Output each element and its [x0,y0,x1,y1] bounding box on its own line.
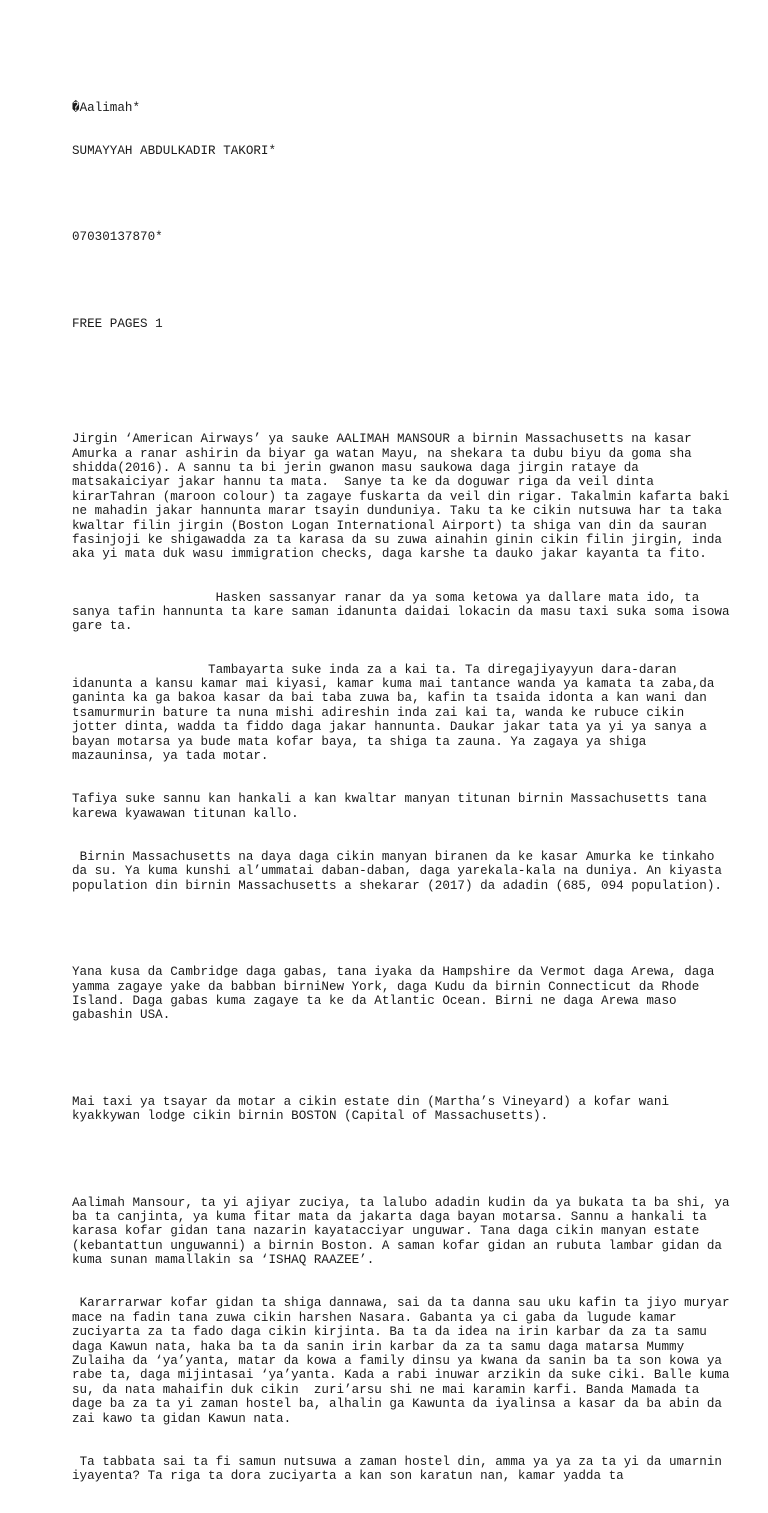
paragraph: Yana kusa da Cambridge daga gabas, tana iyaka da Hampshire da Vermot daga Arewa, daga yamma zagaye yake da babban birniNew York, daga Kudu da birnin Connecticut da Rhode Island. Daga gabas kuma zagaye ta ke da Atlantic Ocean. Birni ne daga Arewa maso gabashin USA. [72,965,722,1023]
document-body [72,72,738,1513]
pages-label: FREE PAGES 1 [72,316,163,331]
spacer [72,360,732,389]
paragraph: Birnin Massachusetts na daya daga cikin manyan biranen da ke kasar Amurka ke tinkaho da su. Ya kuma kunshi al’ummatai daban-daban, daga yarekala-kala na duniya. An kiyasta population din birnin Massachusetts a shekarar (2017) da adadin (685, 094 population). [72,849,730,893]
spacer [72,1052,732,1066]
spacer [72,922,732,936]
spacer [72,274,732,288]
paragraph: Ta tabbata sai ta fi samun nutsuwa a zaman hostel din, amma ya ya za ta yi da umarnin iyayenta? Ta riga ta dora zuciyarta a kan son karatun nan, kamar yadda ta [72,1454,730,1484]
paragraph: Kararrarwar kofar gidan ta shiga dannawa, sai da ta danna sau uku kafin ta jiyo muryar mace na fadin tana zuwa cikin harshen Nasara. Gabanta ya ci gaba da lugude kamar zuciyarta za ta fado daga cikin kirjinta. Ba ta da idea na irin karbar da za ta samu daga Kawun nata, haka ba ta da sanin irin karbar da za ta samu daga matarsa Mummy Zulaiha da ‘ya’yanta, matar da kowa a family dinsu ya kwana da sanin ba ta son kowa ya rabe ta, daga mijintasai ‘ya’yanta. Kada a rabi inuwar arzikin da suke ciki. Balle kuma su, da nata mahaifin duk cikin zuri’arsu shi ne mai karamin karfi. Banda Mamada ta dage ba za ta yi zaman hostel ba, alhalin ga Kawunta da iyalinsa a kasar da ba abin da zai kawo ta gidan Kawun nata. [72,1296,738,1426]
paragraph: Aalimah Mansour, ta yi ajiyar zuciya, ta lalubo adadin kudin da ya bukata ta ba shi, ya ba ta canjinta, ya kuma fitar mata da jakarta daga bayan motarsa. Sannu a hankali ta karasa kofar gidan tana nazarin kayatacciyar unguwar. Tana daga cikin manyan estate (kebantattun unguwanni) a birnin Boston. A saman kofar gidan an rubuta lambar gidan da kuma sunan mamallakin sa ‘ISHAQ RAAZEE’. [72,1195,738,1268]
paragraph: Tafiya suke sannu kan hankali a kan kwaltar manyan titunan birnin Massachusetts tana karewa kyawawan titunan kallo. [72,792,715,821]
author-line: �Aalimah* [72,100,141,115]
spacer [72,1152,732,1166]
author-full-name: SUMAYYAH ABDULKADIR TAKORI* [72,144,277,159]
spacer [72,187,732,201]
paragraph: Hasken sassanyar ranar da ya soma ketowa ya dallare mata ido, ta sanya tafin hannunta ta kare saman idanunta daidai lokacin da masu taxi suka soma isowa gare ta. [72,590,738,634]
paragraph: Jirgin ‘American Airways’ ya sauke AALIMAH MANSOUR a birnin Massachusetts na kasar Amurka a ranar ashirin da biyar ga watan Mayu, na shekara ta dubu biyu da goma sha shidda(2016). A sannu ta bi jerin gwanon masu saukowa daga jirgin rataye da matsakaiciyar jakar hannu ta mata. Sanye ta ke da doguwar riga da veil dinta kirarTahran (maroon colour) ta zagaye fuskarta da veil din rigar. Takalmin kafarta baki ne mahadin jakar hannunta marar tsayin dunduniya. Taku ta ke cikin nutsuwa har ta taka kwaltar filin jirgin (Boston Logan International Airport) ta shiga van din da sauran fasinjoji ke shigawadda za ta karasa da su zuwa ainahin ginin cikin filin jirgin, inda aka yi mata duk wasu immigration checks, daga karshe ta dauko jakar kayanta ta fito. [72,432,738,562]
paragraph: Tambayarta suke inda za a kai ta. Ta diregajiyayyun dara-daran idanunta a kansu kamar mai kiyasi, kamar kuma mai tantance wanda ya kamata ta zaba,da ganinta ka ga bakoa kasar da bai taba zuwa ba, kafin ta tsaida idonta a kan wani dan tsamurmurin bature ta nuna mishi adireshin inda zai kai ta, wanda ke rubuce cikin jotter dinta, wadda ta fiddo daga jakar hannunta. Daukar jakar tata ya yi ya sanya a bayan motarsa ya bude mata kofar baya, ta shiga ta zauna. Ya zagaya ya shiga mazauninsa, ya tada motar. [72,662,722,764]
paragraph: Mai taxi ya tsayar da motar a cikin estate din (Martha’s Vineyard) a kofar wani kyakkywan lodge cikin birnin BOSTON (Capital of Massachusetts). [72,1094,677,1124]
phone-number: 07030137870* [72,230,163,245]
